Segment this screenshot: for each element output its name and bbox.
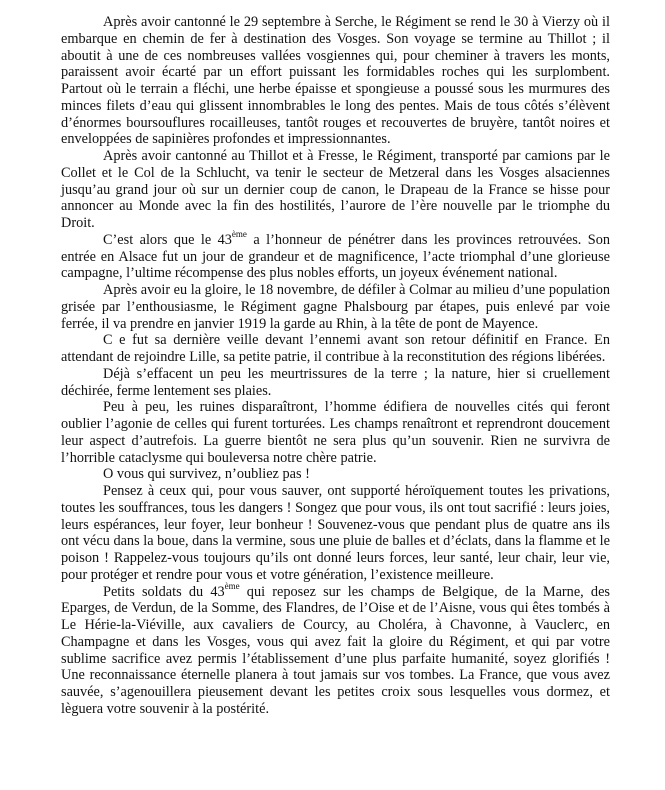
paragraph-text: Déjà s’effacent un peu les meurtrissures de la terre ; la nature, hier si cruellement déchirée, ferme lentement ses plaies. bbox=[61, 365, 610, 399]
document-body bbox=[61, 14, 610, 718]
paragraph bbox=[61, 14, 610, 148]
paragraph bbox=[61, 399, 610, 466]
paragraph bbox=[61, 148, 610, 232]
paragraph-text: Petits soldats du 43 bbox=[103, 583, 225, 600]
paragraph-text: a l’honneur de pénétrer dans les provinces retrouvées. Son entrée en Alsace fut un jour de grandeur et de magnificence, l’acte triomphal d’une glorieuse campagne, l’ultime récompense des plus nobles efforts, un joyeux événement national. bbox=[61, 231, 610, 282]
paragraph-text: Pensez à ceux qui, pour vous sauver, ont supporté héroïquement toutes les privations, toutes les souffrances, tous les dangers ! Songez que pour vous, ils ont tout sacrifié : leurs joies, leurs espérances, leur foyer, leur bonheur ! Souvenez-vous que pendant plus de quatre ans ils ont vécu dans la boue, dans la vermine, sous une pluie de balles et d’éclats, dans la flamme et le poison ! Rappelez-vous toujours qu’ils ont donné leurs forces, leur santé, leur chair, leur vie, pour protéger et rendre pour vous et votre génération, l’existence meilleure. bbox=[61, 483, 610, 583]
paragraph-text: C e fut sa dernière veille devant l’ennemi avant son retour définitif en France. En attendant de rejoindre Lille, sa petite patrie, il contribue à la reconstitution des régions libérées. bbox=[61, 332, 610, 365]
paragraph-text: Après avoir eu la gloire, le 18 novembre, de défiler à Colmar au milieu d’une population grisée par l’enthousiasme, le Régiment gagne Phalsbourg par étapes, puis enlevé par voie ferrée, il va prendre en janvier 1919 la garde au Rhin, à la tête de pont de Mayence. bbox=[61, 282, 610, 332]
paragraph bbox=[61, 282, 610, 332]
paragraph bbox=[61, 366, 610, 400]
paragraph-text: O vous qui survivez, n’oubliez pas ! bbox=[103, 466, 310, 483]
paragraph bbox=[61, 580, 610, 718]
paragraph bbox=[61, 332, 610, 366]
paragraph bbox=[61, 483, 610, 584]
paragraph bbox=[61, 228, 610, 282]
paragraph bbox=[61, 466, 610, 483]
paragraph-text: C’est alors que le 43 bbox=[103, 231, 232, 248]
paragraph-text: Après avoir cantonné au Thillot et à Fresse, le Régiment, transporté par camions par le Collet et le Col de la Schlucht, va tenir le secteur de Metzeral dans les Vosges alsaciennes jusqu’au grand jour où sur un dernier coup de canon, le Drapeau de la France se hisse pour annoncer au Monde avec la fin des hostilités, l’aurore de l’ère nouvelle par le triomphe du Droit. bbox=[61, 148, 610, 231]
ordinal-superscript: ème bbox=[231, 228, 247, 239]
ordinal-superscript: ème bbox=[224, 580, 240, 591]
paragraph-text: qui reposez sur les champs de Belgique, de la Marne, des Eparges, de Verdun, de la Somme, des Flandres, de l’Oise et de l’Aisne, vous qui êtes tombés à Le Hérie-la-Viéville, aux cavaliers de Courcy, au Choléra, à Chavonne, à Vauclerc, en Champagne et dans les Vosges, vous qui avez fait la gloire du Régiment, et qui par votre sublime sacrifice avez permis l’établissement d’une plus parfaite humanité, soyez glorifiés ! Une reconnaissance éternelle planera à tout jamais sur vos tombes. La France, que vous avez sauvée, s’agenouillera pieusement devant les petites croix sous lesquelles vous dormez, et lèguera votre souvenir à la postérité. bbox=[61, 583, 610, 717]
paragraph-text: Peu à peu, les ruines disparaîtront, l’homme édifiera de nouvelles cités qui feront oublier l’agonie de celles qui furent torturées. Les champs renaîtront et reprendront doucement leur aspect d’autrefois. La guerre bientôt ne sera plus qu’un souvenir. Rien ne survivra de l’horrible cataclysme qui bouleversa notre chère patrie. bbox=[61, 399, 610, 466]
paragraph-text: Après avoir cantonné le 29 septembre à Serche, le Régiment se rend le 30 à Vierzy où il embarque en chemin de fer à destination des Vosges. Son voyage se termine au Thillot ; il aboutit à une de ces nombreuses vallées vosgiennes qui, pour cheminer à travers les monts, paraissent avoir écarté par un effort puissant les formidables roches qui les surplombent. Partout où le terrain a fléchi, une herbe épaisse et spongieuse a poussé sous les murmures des minces filets d’eau qui glissent innombrables le long des pentes. Mais de tous côtés s’élèvent d’énormes boursouflures rocailleuses, tantôt rouges et recouvertes de bruyère, tantôt noires et enveloppées de sapinières profondes et impressionnantes. bbox=[61, 14, 610, 148]
